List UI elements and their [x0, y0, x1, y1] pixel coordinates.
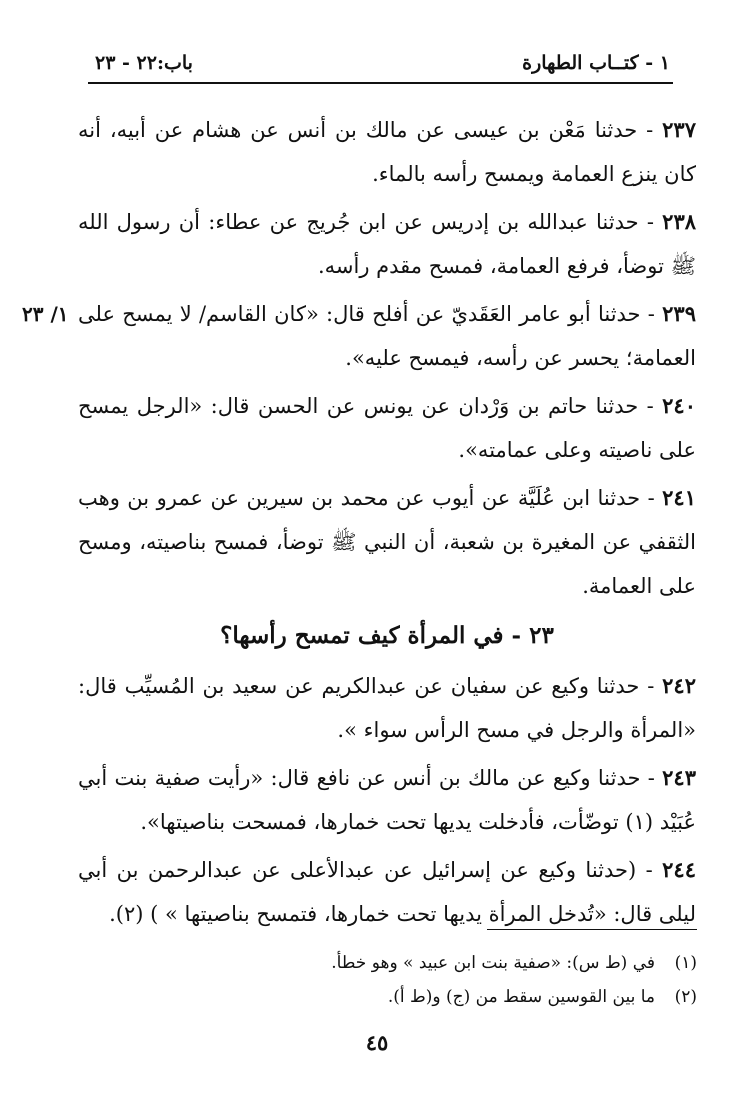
margin-reference: ١/ ٢٣: [22, 302, 69, 326]
hadith-number: ٢٤١: [662, 485, 696, 510]
hadith-number: ٢٤٤: [662, 857, 696, 882]
hadith-number: ٢٣٨: [662, 209, 697, 234]
hadith-text: حدثنا وكيع عن مالك بن أنس عن نافع قال: «رأيت صفية بنت أبي عُبَيْد (١) توضّأت، فأدخلت يديها تحت خمارها، فمسحت بناصيتها».: [78, 766, 696, 834]
footnote-text: في (ط س): «صفية بنت ابن عبيد » وهو خطأ.: [331, 953, 655, 973]
hadith-text: حدثنا ابن عُلَيَّة عن أيوب عن محمد بن سيرين عن عمرو بن وهب الثقفي عن المغيرة بن شعبة، أن النبي ﷺ توضأ، فمسح بناصيته، ومسح على العمامة.: [78, 486, 696, 598]
hadith-paragraph: ٢٤١ - حدثنا ابن عُلَيَّة عن أيوب عن محمد بن سيرين عن عمرو بن وهب الثقفي عن المغيرة بن شعبة، أن النبي ﷺ توضأ، فمسح بناصيته، ومسح على العمامة.: [78, 485, 696, 598]
chapter-title: ١ - كتــاب الطهارة: [522, 52, 670, 74]
hadith-text: حدثنا أبو عامر العَقَديّ عن أفلح قال: «كان القاسم/ لا يمسح على العمامة؛ يحسر عن رأسه، فيمسح عليه».: [78, 302, 696, 370]
hadith-paragraph: ٢٤٢ - حدثنا وكيع عن سفيان عن عبدالكريم عن سعيد بن المُسيِّب قال: «المرأة والرجل في مسح الرأس سواء ».: [78, 673, 696, 742]
hadith-paragraph: ٢٣٩ - حدثنا أبو عامر العَقَديّ عن أفلح قال: «كان القاسم/ لا يمسح على العمامة؛ يحسر عن رأسه، فيمسح عليه».: [78, 301, 696, 370]
section-range: باب:٢٢ - ٢٣: [95, 52, 193, 74]
hadith-paragraph: ٢٣٨ - حدثنا عبدالله بن إدريس عن ابن جُريج عن عطاء: أن رسول الله ﷺ توضأ، فرفع العمامة، فمسح مقدم رأسه.: [78, 209, 697, 278]
hadith-paragraph: ٢٣٧ - حدثنا مَعْن بن عيسى عن مالك بن أنس عن هشام عن أبيه، أنه كان ينزع العمامة ويمسح رأسه بالماء.: [78, 117, 696, 186]
footnote-number: (٢): [674, 987, 697, 1007]
footnotes: [200, 946, 697, 1014]
hadith-text: حدثنا حاتم بن وَرْدان عن يونس عن الحسن قال: «الرجل يمسح على ناصيته وعلى عمامته».: [78, 394, 696, 462]
footnote-text: ما بين القوسين سقط من (ج) و(ط أ).: [387, 987, 655, 1007]
hadith-text: حدثنا عبدالله بن إدريس عن ابن جُريج عن عطاء: أن رسول الله ﷺ توضأ، فرفع العمامة، فمسح مقدم رأسه.: [78, 210, 696, 278]
hadith-paragraph: ٢٤٤ - (حدثنا وكيع عن إسرائيل عن عبدالأعلى عن عبدالرحمن بن أبي ليلى قال: «تُدخل المرأة يديها تحت خمارها، فتمسح بناصيتها » ) (٢).: [78, 857, 696, 926]
footnote: [200, 946, 697, 980]
hadith-text: حدثنا مَعْن بن عيسى عن مالك بن أنس عن هشام عن أبيه، أنه كان ينزع العمامة ويمسح رأسه بالماء.: [78, 118, 696, 186]
body-text: [78, 108, 696, 940]
hadith-paragraph: ٢٤٣ - حدثنا وكيع عن مالك بن أنس عن نافع قال: «رأيت صفية بنت أبي عُبَيْد (١) توضّأت، فأدخلت يديها تحت خمارها، فمسحت بناصيتها».: [78, 765, 696, 834]
header-rule: [88, 82, 673, 84]
footnote: [200, 980, 697, 1014]
hadith-number: ٢٤٣: [662, 765, 696, 790]
hadith-number: ٢٤٠: [662, 393, 696, 418]
hadith-number: ٢٣٩: [662, 301, 696, 326]
footnote-number: (١): [674, 953, 697, 973]
footnote-rule: [487, 929, 697, 930]
hadith-text: حدثنا وكيع عن سفيان عن عبدالكريم عن سعيد بن المُسيِّب قال: «المرأة والرجل في مسح الرأس سواء ».: [78, 674, 696, 742]
hadith-paragraph: ٢٤٠ - حدثنا حاتم بن وَرْدان عن يونس عن الحسن قال: «الرجل يمسح على ناصيته وعلى عمامته».: [78, 393, 696, 462]
hadith-text: (حدثنا وكيع عن إسرائيل عن عبدالأعلى عن عبدالرحمن بن أبي ليلى قال: «تُدخل المرأة يديها تحت خمارها، فتمسح بناصيتها » ) (٢).: [78, 858, 696, 926]
section-heading: ٢٣ - في المرأة كيف تمسح رأسها؟: [220, 622, 554, 649]
hadith-number: ٢٤٢: [662, 673, 696, 698]
page-number: ٤٥: [365, 1030, 389, 1055]
hadith-number: ٢٣٧: [662, 117, 696, 142]
running-head: [95, 48, 670, 78]
